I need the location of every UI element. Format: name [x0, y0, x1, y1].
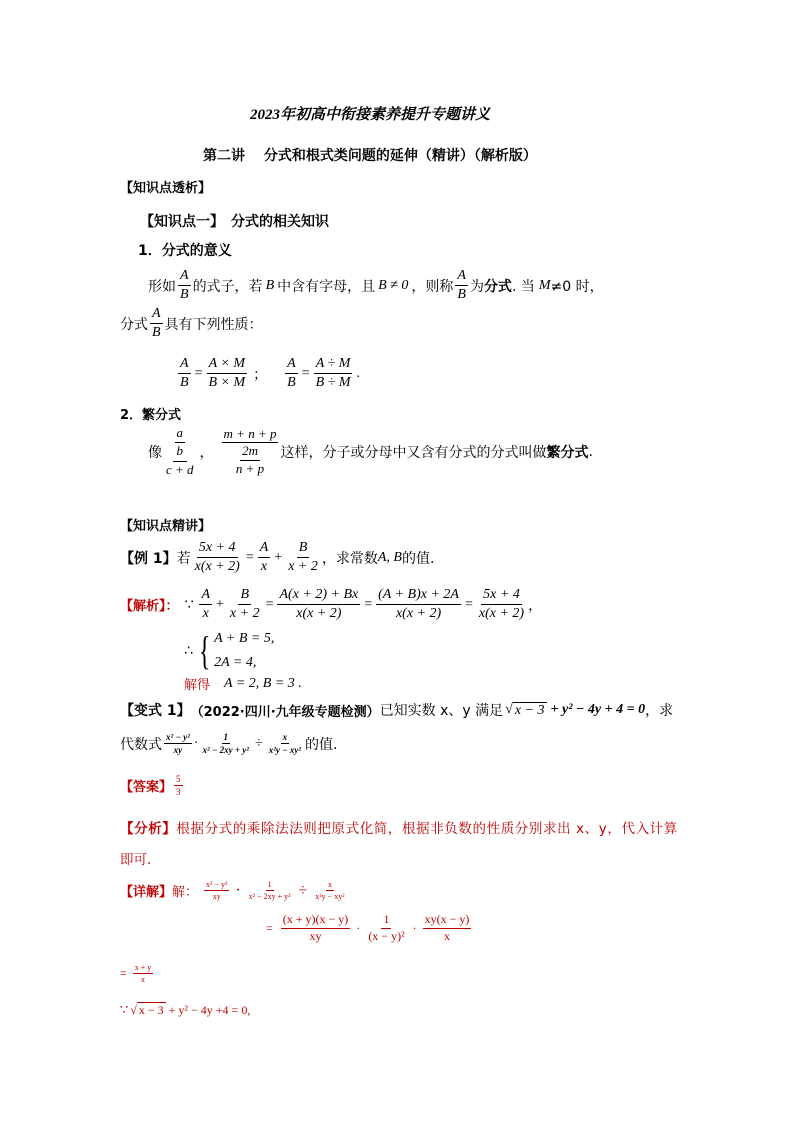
- numerator: A: [258, 540, 271, 558]
- sqrt-content: x − 3: [514, 702, 545, 718]
- complex-fraction-2: [222, 427, 279, 478]
- equation-rest: + y² − 4y +4 = 0,: [165, 1002, 251, 1017]
- fraction: [285, 356, 298, 391]
- fraction-a-over-b-3: [150, 306, 163, 341]
- text: 的式子，若: [192, 278, 263, 295]
- denominator: x: [444, 928, 451, 943]
- denominator: x + 2: [229, 606, 260, 622]
- text: ≠0 时，: [550, 278, 604, 295]
- numerator: x: [326, 880, 334, 891]
- text: .: [588, 443, 593, 460]
- formula-properties: [176, 356, 360, 391]
- denominator: x + 2: [288, 559, 318, 575]
- equation-1: A + B = 5,: [214, 631, 275, 646]
- text: 为: [469, 278, 484, 295]
- denominator: B: [180, 375, 189, 391]
- detail-line-1: [120, 880, 349, 901]
- numerator: x + y: [133, 963, 154, 974]
- denominator: x: [202, 606, 209, 622]
- fraction: [258, 540, 271, 575]
- dot: ·: [193, 735, 199, 751]
- denominator: xy: [212, 892, 221, 902]
- fraction: [206, 356, 247, 391]
- solution-label: 【解析】：: [120, 599, 179, 615]
- numerator: A: [178, 356, 191, 374]
- jie: 解：: [172, 885, 199, 901]
- numerator: A: [150, 306, 163, 324]
- text: 这样，分子或分母中又含有分式的分式叫做: [280, 444, 547, 461]
- var-b: B: [265, 277, 275, 293]
- equals: =: [194, 365, 203, 381]
- fraction: [277, 587, 360, 622]
- denominator: x(x + 2): [395, 606, 442, 622]
- analysis-text: 根据分式的乘除法法则把原式化简，根据非负数的性质分别求出 x、y，代入计算: [176, 821, 678, 837]
- numerator: A(x + 2) + Bx: [277, 587, 360, 605]
- fraction: [199, 587, 212, 622]
- comma: ，: [528, 597, 543, 614]
- denominator: B: [152, 325, 161, 341]
- denominator: x(x + 2): [478, 606, 525, 622]
- fraction: [133, 963, 154, 984]
- numerator: xy(x − y): [423, 913, 472, 929]
- fraction: [477, 587, 526, 622]
- answer-fraction: [174, 774, 183, 798]
- fraction: [247, 880, 293, 901]
- denominator: x² − 2xy + y²: [248, 892, 291, 902]
- knowledge-point-1-heading: 【知识点一】 分式的相关知识: [140, 214, 329, 230]
- fraction: [267, 732, 303, 756]
- denominator: B ÷ M: [315, 375, 351, 391]
- denominator: x² − 2xy + y²: [202, 745, 249, 756]
- text: ，求: [645, 703, 674, 719]
- example-label: 【例 1】: [120, 550, 177, 567]
- series-title: 2023年初高中衔接素养提升专题讲义: [250, 107, 491, 123]
- fraction: [178, 356, 191, 391]
- paragraph-complex-fraction: [148, 426, 593, 478]
- fraction: [286, 540, 320, 575]
- denominator: x: [260, 559, 268, 575]
- numerator: 1: [222, 732, 231, 744]
- left-brace: {: [198, 628, 211, 673]
- fraction: [201, 732, 251, 756]
- numerator: 1: [266, 880, 274, 891]
- denominator: B: [180, 287, 189, 303]
- fraction: [228, 587, 262, 622]
- equals: =: [301, 365, 310, 381]
- fraction: [193, 540, 242, 575]
- equals: =: [265, 596, 274, 612]
- detail-label: 【详解】: [120, 885, 173, 901]
- because-symbol: ∵: [120, 1002, 129, 1018]
- equals: =: [464, 596, 473, 612]
- sqrt-content: x − 3: [138, 1003, 164, 1017]
- fraction-a-over-b: [178, 268, 191, 303]
- solution-result: [184, 674, 302, 693]
- numerator: B: [297, 540, 310, 558]
- denominator: x²y − xy²: [315, 892, 345, 902]
- therefore-symbol: ∴: [184, 643, 193, 659]
- result: A = 2, B = 3 .: [224, 675, 302, 691]
- numerator: 5x + 4: [197, 540, 238, 558]
- comma: ，: [199, 444, 214, 461]
- text: 具有下列性质：: [164, 316, 263, 333]
- numerator: x² − y²: [204, 880, 229, 891]
- section-heading-analysis: 【知识点透析】: [120, 181, 212, 196]
- denominator: x(x + 2): [194, 559, 240, 575]
- text: 分式: [120, 316, 148, 333]
- var-m: M: [538, 277, 551, 293]
- equation-rest: + y² − 4y + 4 = 0: [550, 702, 646, 717]
- text: 代数式: [120, 736, 162, 753]
- equals: =: [266, 920, 273, 935]
- denominator: c + d: [166, 461, 194, 477]
- text: ，则称: [411, 278, 454, 295]
- fraction-a-over-b-2: [455, 268, 468, 303]
- fraction: [376, 587, 461, 622]
- equals: =: [245, 549, 254, 565]
- numerator: A ÷ M: [314, 356, 353, 374]
- because-symbol: ∵: [184, 596, 194, 613]
- numerator: m + n + p: [222, 427, 279, 444]
- numerator: (x + y)(x − y): [281, 913, 351, 929]
- sqrt-sign: √: [505, 702, 513, 717]
- analysis-line-1: [120, 817, 678, 837]
- fraction: [423, 913, 472, 944]
- text: 中含有字母，且: [277, 278, 376, 295]
- equation-system: [184, 627, 274, 675]
- equals: =: [120, 966, 127, 981]
- text: ，求常数: [321, 550, 378, 567]
- paragraph-definition: [148, 268, 604, 303]
- period: .: [356, 365, 361, 381]
- text: 像: [148, 444, 162, 461]
- section-heading-lecture: 【知识点精讲】: [120, 519, 212, 534]
- denominator: B × M: [208, 375, 246, 391]
- fraction: [314, 356, 353, 391]
- variant-1-line-2: [120, 732, 337, 756]
- numerator: A × M: [207, 356, 247, 374]
- denominator: xy: [309, 928, 322, 943]
- text: 若: [176, 550, 191, 567]
- denominator: xy: [173, 745, 183, 756]
- fraction: [313, 880, 346, 901]
- plus: +: [216, 596, 224, 612]
- text: 的值.: [305, 736, 338, 753]
- equation-2: 2A = 4,: [214, 655, 257, 670]
- variant-1-line-1: [120, 700, 673, 720]
- divide: ÷: [298, 881, 308, 899]
- denominator: 3: [176, 787, 181, 798]
- solution-line-1: [120, 587, 542, 622]
- denominator: [232, 443, 268, 477]
- denominator: B: [287, 375, 296, 391]
- fraction: [204, 880, 229, 901]
- numerator: [173, 426, 188, 462]
- numerator: 5: [174, 774, 183, 786]
- equals: =: [364, 596, 373, 612]
- dot: ·: [412, 920, 417, 935]
- condition-b-nonzero: B ≠ 0: [378, 277, 409, 293]
- complex-fraction-1: [164, 426, 196, 478]
- divide: ÷: [255, 735, 263, 751]
- numerator: A: [285, 356, 298, 374]
- numerator: x: [281, 732, 290, 744]
- text: 已知实数 x、y 满足: [379, 703, 504, 719]
- numerator: A: [199, 587, 212, 605]
- fraction: [281, 913, 351, 944]
- answer-line: [120, 774, 185, 798]
- text: . 当: [511, 278, 535, 295]
- numerator: a: [175, 426, 186, 443]
- variant-source: （2022·四川·九年级专题检测）: [190, 704, 380, 720]
- numerator: B: [238, 587, 251, 605]
- inner-fraction: [175, 426, 186, 459]
- numerator: A: [178, 268, 191, 286]
- jiede-label: 解得: [184, 678, 211, 693]
- vars: A, B: [377, 549, 402, 565]
- variant-label: 【变式 1】: [120, 703, 191, 719]
- analysis-label: 【分析】: [120, 821, 177, 837]
- numerator: 1: [381, 913, 391, 929]
- text: 形如: [148, 278, 176, 295]
- numerator: 2m: [240, 444, 260, 461]
- sqrt-sign: √: [130, 1002, 137, 1017]
- numerator: (A + B)x + 2A: [376, 587, 461, 605]
- plus: +: [274, 549, 283, 565]
- fraction: [366, 913, 406, 944]
- subheading-fraction-meaning: 1．分式的意义: [138, 243, 232, 259]
- example-1: [120, 540, 434, 575]
- lecture-title: 第二讲 分式和根式类问题的延伸（精讲）（解析版）: [203, 148, 537, 164]
- separator: ；: [253, 366, 268, 383]
- denominator: n + p: [235, 461, 265, 477]
- denominator: B: [457, 287, 466, 303]
- numerator: x² − y²: [164, 732, 192, 744]
- analysis-line-2: 即可.: [120, 852, 152, 868]
- paragraph-properties: [120, 306, 263, 341]
- dot: ·: [356, 920, 361, 935]
- numerator: 5x + 4: [481, 587, 522, 605]
- fraction: [164, 732, 192, 756]
- subheading-complex-fraction: 2．繁分式: [120, 408, 182, 423]
- denominator: b: [176, 442, 184, 458]
- numerator: A: [455, 268, 468, 286]
- term-fenshi: 分式: [483, 278, 512, 295]
- term-fanfenshi: 繁分式: [546, 444, 589, 461]
- text: 的值.: [401, 550, 435, 567]
- dot: ·: [235, 881, 241, 899]
- denominator: x(x + 2): [296, 606, 342, 622]
- system-equations: [214, 627, 274, 675]
- answer-label: 【答案】: [120, 780, 173, 796]
- detail-line-4: [120, 1002, 250, 1018]
- detail-line-3: [120, 963, 155, 984]
- denominator: x²y − xy²: [268, 745, 302, 756]
- inner-fraction: [234, 444, 266, 477]
- denominator: (x − y)²: [368, 928, 405, 943]
- detail-line-2: [266, 913, 473, 944]
- denominator: x: [141, 975, 146, 985]
